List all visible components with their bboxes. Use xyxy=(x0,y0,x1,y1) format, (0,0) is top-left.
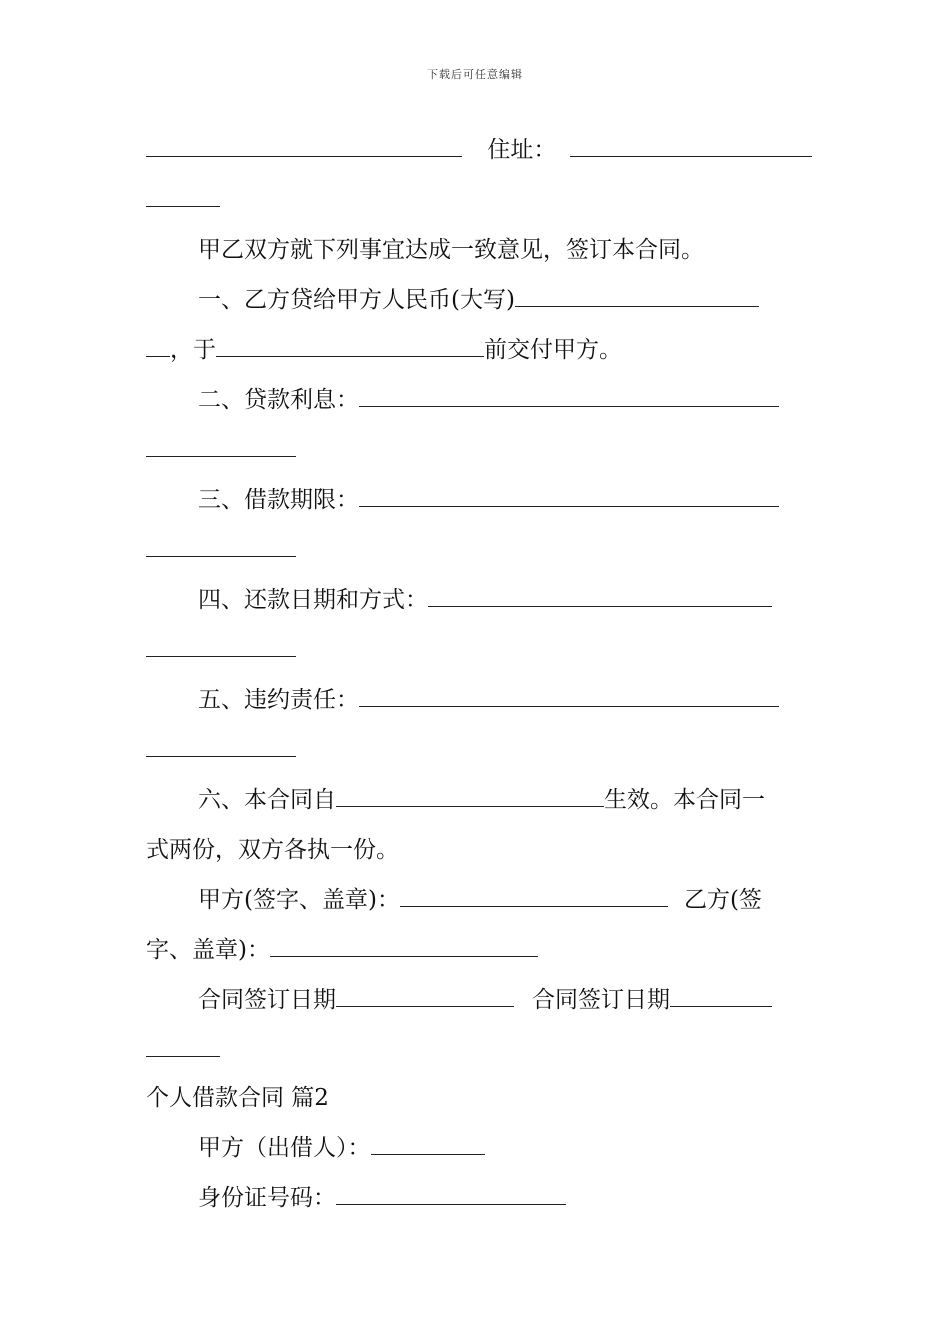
id-line xyxy=(198,1182,566,1214)
item4-line xyxy=(198,584,772,616)
item1-label: 一、乙方贷给甲方人民币(大写) xyxy=(198,287,515,313)
amount-field-cont[interactable] xyxy=(146,334,170,357)
sign-date-field-2[interactable] xyxy=(670,984,772,1007)
lender-label: 甲方（出借人）： xyxy=(198,1135,371,1161)
item1-cont-line xyxy=(146,334,622,366)
delivery-date-field[interactable] xyxy=(216,334,484,357)
item3-label: 三、借款期限： xyxy=(198,487,359,513)
term-field[interactable] xyxy=(359,484,779,507)
item3-line xyxy=(198,484,779,516)
item5-label: 五、违约责任： xyxy=(198,687,359,713)
item2-label: 二、贷款利息： xyxy=(198,387,359,413)
item5-cont-line xyxy=(146,734,296,766)
sign-date-cont-line xyxy=(146,1034,220,1066)
item2-cont-line xyxy=(146,434,296,466)
sign-date-field-1[interactable] xyxy=(336,984,514,1007)
amount-field[interactable] xyxy=(515,284,759,307)
party-b-sign-label-cont: 字、盖章)： xyxy=(146,937,270,963)
signature-line xyxy=(198,884,762,916)
party-a-sign-label: 甲方(签字、盖章)： xyxy=(198,887,400,913)
address-field-cont[interactable] xyxy=(146,184,220,207)
item1-cont-suffix: 前交付甲方。 xyxy=(484,337,622,363)
lender-line xyxy=(198,1132,485,1164)
sign-date-label-1: 合同签订日期 xyxy=(198,987,336,1013)
id-number-field[interactable] xyxy=(336,1182,566,1205)
sign-date-field-2-cont[interactable] xyxy=(146,1034,220,1057)
party-a-sign-field[interactable] xyxy=(400,884,668,907)
interest-field-cont[interactable] xyxy=(146,434,296,457)
id-label: 身份证号码： xyxy=(198,1185,336,1211)
item1-line xyxy=(198,284,759,316)
sign-date-line xyxy=(198,984,772,1016)
item4-label: 四、还款日期和方式： xyxy=(198,587,428,613)
item6-cont: 式两份，双方各执一份。 xyxy=(146,837,399,863)
item4-cont-line xyxy=(146,634,296,666)
term-field-cont[interactable] xyxy=(146,534,296,557)
party-b-sign-label: 乙方(签 xyxy=(683,887,762,913)
item2-line xyxy=(198,384,779,416)
signature-cont-line xyxy=(146,934,538,966)
item6-suffix: 生效。本合同一 xyxy=(604,787,765,813)
item1-cont-label: ，于 xyxy=(170,337,216,363)
effective-date-field[interactable] xyxy=(336,784,604,807)
address-line xyxy=(146,134,812,166)
party-b-sign-field[interactable] xyxy=(270,934,538,957)
liability-field[interactable] xyxy=(359,684,779,707)
sign-date-label-2: 合同签订日期 xyxy=(532,987,670,1013)
liability-field-cont[interactable] xyxy=(146,734,296,757)
repayment-field[interactable] xyxy=(428,584,772,607)
address-label: 住址： xyxy=(487,137,557,163)
address-field[interactable] xyxy=(570,134,812,157)
interest-field[interactable] xyxy=(359,384,779,407)
item5-line xyxy=(198,684,779,716)
agreement-intro: 甲乙双方就下列事宜达成一致意见，签订本合同。 xyxy=(198,237,704,263)
download-note: 下载后可任意编辑 xyxy=(427,68,523,81)
repayment-field-cont[interactable] xyxy=(146,634,296,657)
item6-line xyxy=(198,784,765,816)
section-title: 个人借款合同 篇2 xyxy=(146,1085,329,1111)
item6-label: 六、本合同自 xyxy=(198,787,336,813)
address-line-cont xyxy=(146,184,220,216)
item3-cont-line xyxy=(146,534,296,566)
lender-field[interactable] xyxy=(371,1132,485,1155)
blank-field[interactable] xyxy=(146,134,462,157)
